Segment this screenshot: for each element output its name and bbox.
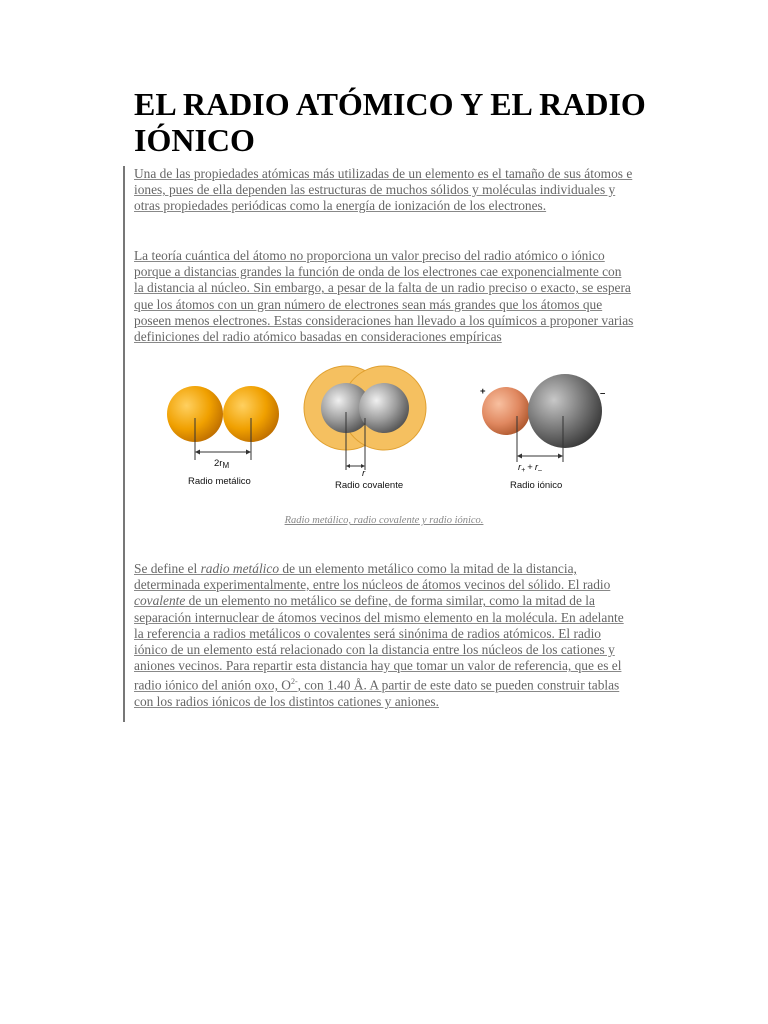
ionic-dimension: $r_+ + r_-$ xyxy=(518,462,542,474)
metallic-radius-diagram xyxy=(167,386,279,487)
anion-sign: – xyxy=(600,388,606,399)
paragraph-intro[interactable]: Una de las propiedades atómicas más utilizadas de un elemento es el tamaño de sus átomos e iones, pues de ella dependen las estructuras de muchos sólidos y moléculas individuales y otras propiedades periódicas como la energía de ionización de los electrones. xyxy=(134,166,633,214)
page-title: EL RADIO ATÓMICO Y EL RADIO IÓNICO xyxy=(134,86,646,158)
covalent-label: Radio covalente xyxy=(335,480,404,491)
metallic-dimension: $2r_M$ xyxy=(214,458,230,470)
atomic-radius-figure xyxy=(160,358,620,498)
covalent-atom-right xyxy=(359,383,409,433)
cation-sign: + xyxy=(480,386,486,397)
ionic-label: Radio iónico xyxy=(510,480,563,491)
covalent-dimension: r xyxy=(362,468,366,479)
covalent-radius-diagram xyxy=(304,366,426,491)
ionic-radius-diagram xyxy=(480,374,605,491)
cation xyxy=(482,387,530,435)
term-covalente: covalente xyxy=(134,593,186,609)
paragraph-definitions[interactable]: Se define el radio metálico de un elemento metálico como la mitad de la distancia, determinada experimentalmente, entre los núcleos de átomos vecinos del sólido. El radio covalente de un elemento no metálico se define, de forma similar, como la mitad de la separación internuclear de átomos vecinos del mismo elemento en la molécula. En adelante la referencia a radios metálicos o covalentes será sinónima de radios atómicos. El radio iónico de un elemento está relacionado con la distancia entre los núcleos de los cationes y aniones vecinos. Para repartir esta distancia hay que tomar un valor de referencia, que es el radio iónico del anión oxo, $O^{2-}$, con 1.40 Å. A partir de este dato se pueden construir tablas con los radios iónicos de los distintos cationes y aniones. xyxy=(134,561,624,710)
figure-caption[interactable]: Radio metálico, radio covalente y radio iónico. xyxy=(284,515,484,526)
paragraph-quantum-theory[interactable]: La teoría cuántica del átomo no proporciona un valor preciso del radio atómico o iónico porque a distancias grandes la función de onda de los electrones cae exponencialmente con la distancia al núcleo. Sin embargo, a pesar de la falta de un radio preciso o exacto, se espera que los átomos con un gran número de electrones sean más grandes que los átomos que poseen menos electrones. Estas consideraciones han llevado a los químicos a proponer varias definiciones del radio atómico basadas en consideraciones empíricas xyxy=(134,248,634,345)
term-radio-metalico: radio metálico xyxy=(200,561,280,576)
left-margin-rule xyxy=(123,166,125,722)
anion xyxy=(528,374,602,448)
metallic-label: Radio metálico xyxy=(188,476,251,487)
